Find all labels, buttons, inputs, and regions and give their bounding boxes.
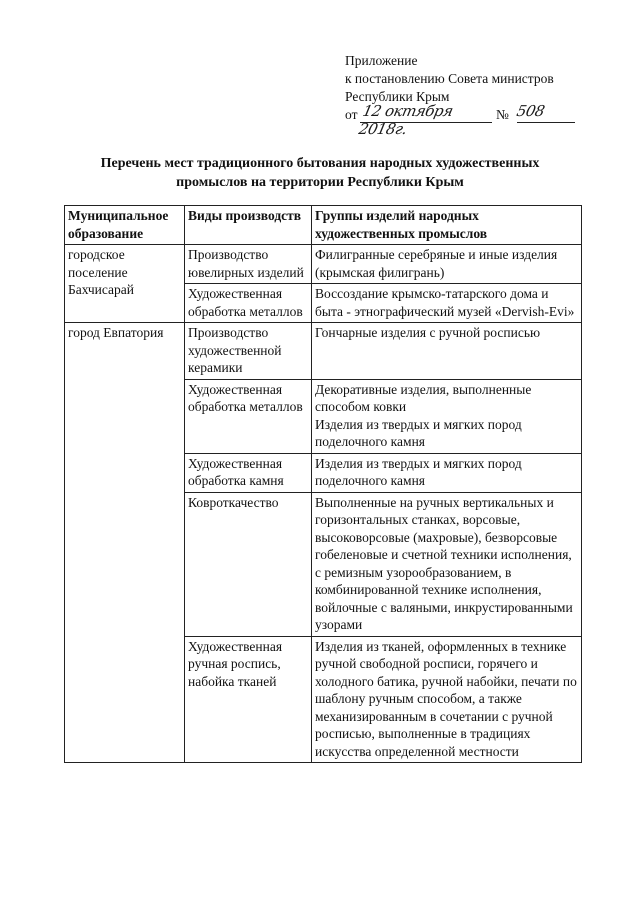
table-header-row <box>65 206 582 245</box>
products-cell: Выполненные на ручных вертикальных и горизонтальных станках, ворсовые, высоковорсовые (махровые), безворсовые гобеленовые и счетной техники исполнения, с ремизным узорообразованием, в комбинированной технике исполнения, войлочные с валяными, инкрустированными узорами <box>312 492 582 636</box>
products-cell: Воссоздание крымско-татарского дома и быта - этнографический музей «Dervish-Evi» <box>312 284 582 323</box>
production-cell: Художественная ручная роспись, набойка тканей <box>185 636 312 763</box>
production-cell: Художественная обработка металлов <box>185 379 312 453</box>
title-line-1: Перечень мест традиционного бытования народных художественных <box>100 156 540 171</box>
appendix-block <box>345 52 554 138</box>
number-underline <box>517 122 575 123</box>
production-cell: Производство ювелирных изделий <box>185 245 312 284</box>
header-products: Группы изделий народных художественных промыслов <box>312 206 582 245</box>
municipality-cell: город Евпатория <box>65 323 185 763</box>
production-cell: Художественная обработка металлов <box>185 284 312 323</box>
municipality-cell: городское поселение Бахчисарай <box>65 245 185 323</box>
header-production: Виды производств <box>185 206 312 245</box>
header-municipality: Муниципальное образование <box>65 206 185 245</box>
appendix-republic: Республики Крым <box>345 89 450 104</box>
production-cell: Производство художественной керамики <box>185 323 312 380</box>
table-row <box>65 323 582 380</box>
appendix-label: Приложение <box>345 53 418 68</box>
date-prefix: от <box>345 107 358 122</box>
date-underline <box>360 122 492 123</box>
production-cell: Художественная обработка камня <box>185 453 312 492</box>
number-prefix: № <box>496 107 509 122</box>
production-cell: Ковроткачество <box>185 492 312 636</box>
products-cell <box>312 379 582 453</box>
crafts-table <box>64 205 582 763</box>
table-row <box>65 245 582 284</box>
products-cell: Филигранные серебряные и иные изделия (крымская филигрань) <box>312 245 582 284</box>
product-item: Изделия из твердых и мягких пород поделочного камня <box>315 416 522 449</box>
product-item: Декоративные изделия, выполненные способом ковки <box>315 381 532 414</box>
products-cell: Изделия из тканей, оформленных в технике ручной свободной росписи, горячего и холодного батика, ручной набойки, печати по шаблону ручным способом, а также механизированным в сочетании с ручной росписью, выполненные в традициях искусства определенной местности <box>312 636 582 763</box>
products-cell: Гончарные изделия с ручной росписью <box>312 323 582 380</box>
date-number-line <box>345 102 554 138</box>
appendix-resolution: к постановлению Совета министров <box>345 71 554 86</box>
handwritten-date: 12 октября 2018г. <box>357 102 455 138</box>
document-title <box>60 154 580 192</box>
title-line-2: промыслов на территории Республики Крым <box>176 175 464 190</box>
handwritten-number: 508 <box>515 102 547 120</box>
products-cell: Изделия из твердых и мягких пород поделочного камня <box>312 453 582 492</box>
